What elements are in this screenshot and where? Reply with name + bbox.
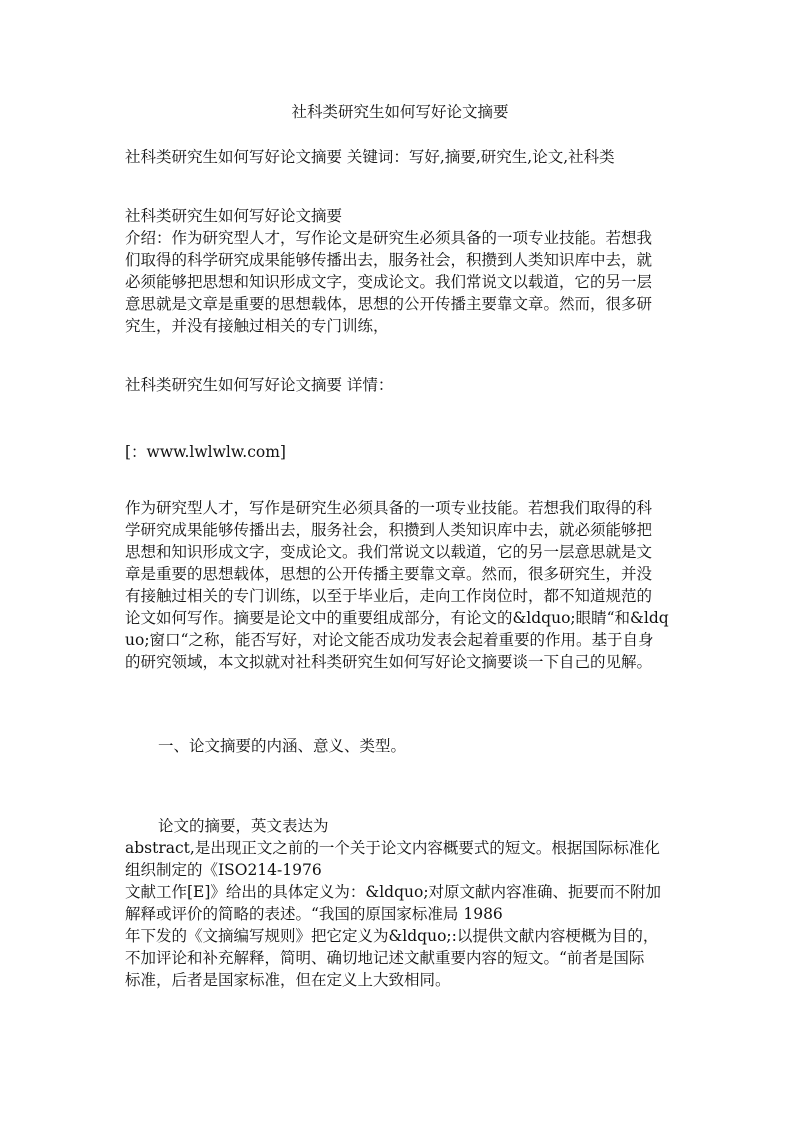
- paragraph-line: 作为研究型人才，写作是研究生必须具备的一项专业技能。若想我们取得的科: [125, 499, 653, 517]
- source-line: [：www.lwlwlw.com]: [125, 443, 286, 461]
- intro-line: 必须能够把思想和知识形成文字，变成论文。我们常说文以载道，它的另一层: [125, 273, 653, 291]
- definition-line: 文献工作[E]》给出的具体定义为：&ldquo;对原文献内容准确、扼要而不附加: [125, 883, 662, 901]
- intro-line: 意思就是文章是重要的思想载体，思想的公开传播主要靠文章。然而，很多研: [125, 295, 653, 313]
- paragraph-line: 有接触过相关的专门训练，以至于毕业后，走向工作岗位时，都不知道规范的: [125, 587, 653, 605]
- details-line: 社科类研究生如何写好论文摘要 详情：: [125, 376, 394, 394]
- definition-line: 不加评论和补充解释，简明、确切地记述文献重要内容的短文。“前者是国际: [125, 949, 645, 967]
- paragraph-line: 章是重要的思想载体，思想的公开传播主要靠文章。然而，很多研究生，并没: [125, 565, 653, 583]
- body-paragraph: [125, 497, 681, 673]
- definition-line: 标准，后者是国家标准，但在定义上大致相同。: [125, 971, 451, 989]
- paragraph-line: uo;窗口“之称，能否写好，对论文能否成功发表会起着重要的作用。基于自身: [125, 631, 654, 649]
- intro-line: 们取得的科学研究成果能够传播出去，服务社会，积攒到人类知识库中去，就: [125, 251, 653, 269]
- paragraph-line: 的研究领域，本文拟就对社科类研究生如何写好论文摘要谈一下自己的见解。: [125, 653, 653, 671]
- intro-heading: 社科类研究生如何写好论文摘要: [125, 207, 343, 225]
- paragraph-line: 学研究成果能够传播出去，服务社会，积攒到人类知识库中去，就必须能够把: [125, 521, 653, 539]
- intro-line: 究生，并没有接触过相关的专门训练，: [125, 317, 389, 335]
- keywords-line: 社科类研究生如何写好论文摘要 关键词：写好,摘要,研究生,论文,社科类: [125, 148, 615, 166]
- section-heading: 一、论文摘要的内涵、意义、类型。: [158, 737, 407, 755]
- intro-section: [125, 205, 681, 337]
- definition-line: 论文的摘要，英文表达为: [158, 817, 329, 835]
- definition-line: 解释或评价的简略的表述。“我国的原国家标准局 1986: [125, 905, 503, 923]
- definition-line: 组织制定的《ISO214-1976: [125, 861, 322, 879]
- paragraph-line: 思想和知识形成文字，变成论文。我们常说文以载道，它的另一层意思就是文: [125, 543, 653, 561]
- page-title: 社科类研究生如何写好论文摘要: [291, 103, 509, 121]
- intro-line: 介绍：作为研究型人才，写作论文是研究生必须具备的一项专业技能。若想我: [125, 229, 653, 247]
- definition-line: 年下发的《文摘编写规则》把它定义为&ldquo;:以提供文献内容梗概为目的，: [125, 927, 659, 945]
- definition-line: abstract,是出现正文之前的一个关于论文内容概要式的短文。根据国际标准化: [125, 839, 660, 857]
- paragraph-line: 论文如何写作。摘要是论文中的重要组成部分，有论文的&ldquo;眼睛“和&ldq: [125, 609, 669, 627]
- definition-paragraph: [125, 815, 681, 991]
